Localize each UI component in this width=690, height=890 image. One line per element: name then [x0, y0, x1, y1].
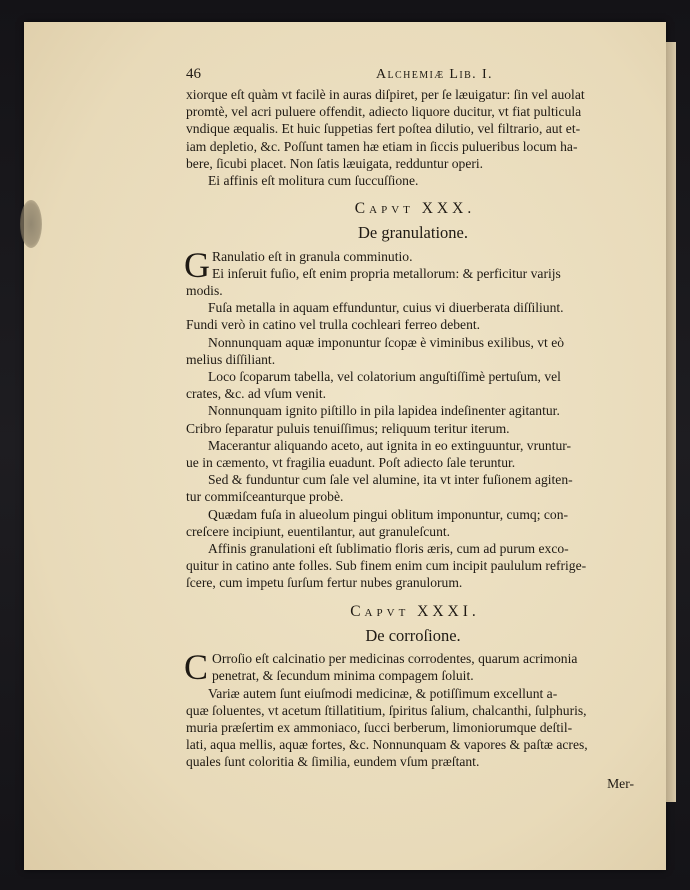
- text-line: tur commiſceanturque probè.: [186, 489, 344, 505]
- text-line: Fundi verò in catino vel trulla cochleari ferreo debent.: [186, 317, 481, 333]
- text-line: Variæ autem ſunt eiuſmodi medicinæ, & potiſſimum excellunt a-: [208, 685, 558, 701]
- text-line: Nonnunquam ignito piſtillo in pila lapidea indeſinenter agitantur.: [208, 403, 560, 419]
- text-line: promtè, vel acri puluere offendit, adiecto liquore ducitur, vt fiat pulticula: [186, 104, 582, 120]
- text-line: Quædam fuſa in alueolum pingui oblitum imponuntur, cumq; con-: [208, 506, 569, 522]
- text-line: iam depletio, &c. Poſſunt tamen hæ etiam in ſiccis pulueribus locum ha-: [186, 138, 578, 154]
- running-head: Alchemiæ Lib. I.: [376, 67, 493, 82]
- text-line: penetrat, & ſecundum minima compagem ſoluit.: [212, 668, 474, 684]
- text-line: ue in cæmento, vt fragilia euadunt. Poſt adiecto ſale teruntur.: [186, 455, 516, 471]
- text-line: creſcere incipiunt, euentilantur, aut granuleſcunt.: [186, 523, 451, 539]
- text-line: Macerantur aliquando aceto, aut ignita in eo extinguuntur, vruntur-: [208, 437, 572, 453]
- text-line: vndique æqualis. Et huic ſuppetias fert poſtea dilutio, vel filtrario, aut et-: [186, 121, 581, 137]
- book-page: [24, 22, 666, 870]
- text-line: ſcere, cum impetu ſurſum fertur nubes granulorum.: [186, 575, 463, 591]
- drop-cap: G: [184, 244, 210, 285]
- text-line: Ei inſeruit fuſio, eſt enim propria metallorum: & perficitur varijs: [212, 265, 561, 281]
- page-text: [186, 66, 634, 792]
- text-line: Ranulatio eſt in granula comminutio.: [212, 248, 413, 264]
- text-line: crates, &c. ad vſum venit.: [186, 386, 327, 402]
- text-line: quitur in catino ante folles. Sub finem enim cum incipit paululum refrige-: [186, 558, 587, 574]
- chapter-title: De corroſione.: [365, 625, 461, 645]
- text-line: quæ ſoluentes, vt acetum ſtillatitium, ſpiritus ſalium, chalcanthi, ſulphuris,: [186, 702, 587, 718]
- drop-cap: C: [184, 647, 209, 688]
- text-line: melius diſſiliant.: [186, 351, 276, 367]
- text-line: Fuſa metalla in aquam effunduntur, cuius vi diuerberata diſſiliunt.: [208, 300, 564, 316]
- text-line: Affinis granulationi eſt ſublimatio floris æris, cum ad purum exco-: [208, 541, 569, 557]
- text-line: Ei affinis eſt molitura cum ſuccuſſione.: [208, 173, 419, 189]
- text-line: xiorque eſt quàm vt facilè in auras diſpiret, per ſe læuigatur: ſin vel auolat: [186, 87, 585, 102]
- page-edge: [666, 42, 676, 802]
- text-line: Cribro ſeparatur puluis tenuiſſimus; reliquum teritur iterum.: [186, 420, 510, 436]
- text-line: Orroſio eſt calcinatio per medicinas corrodentes, quarum acrimonia: [212, 651, 578, 667]
- page-number: 46: [186, 66, 201, 82]
- page-header: [186, 66, 634, 86]
- chapter-heading: Capvt XXXI.: [350, 602, 480, 620]
- text-line: modis.: [186, 283, 223, 299]
- chapter-title: De granulatione.: [358, 223, 468, 243]
- text-line: Nonnunquam aquæ imponuntur ſcopæ è viminibus exilibus, vt eò: [208, 334, 565, 350]
- text-line: muria præſertim ex ammoniaco, ſucci berberum, limoniorumque deſtil-: [186, 719, 573, 735]
- chapter-opening: [184, 244, 634, 285]
- chapter-heading: Capvt XXX.: [354, 200, 476, 218]
- paper-hole: [20, 200, 42, 248]
- text-line: Loco ſcoparum tabella, vel colatorium anguſtiſſimè pertuſum, vel: [208, 369, 561, 385]
- catchword: Mer-: [607, 775, 634, 791]
- text-line: Sed & funduntur cum ſale vel alumine, ita vt inter fuſionem agiten-: [208, 472, 573, 488]
- text-line: bere, ſicubi placet. Non ſatis læuigata, redduntur operi.: [186, 155, 484, 171]
- text-line: quales ſunt coloritia & ſimilia, eundem vſum præſtant.: [186, 754, 480, 770]
- chapter-opening: [184, 647, 634, 688]
- opening-paragraph: [186, 86, 634, 189]
- text-line: lati, aqua mellis, aquæ fortes, &c. Nonnunquam & vapores & paſtæ acres,: [186, 737, 588, 753]
